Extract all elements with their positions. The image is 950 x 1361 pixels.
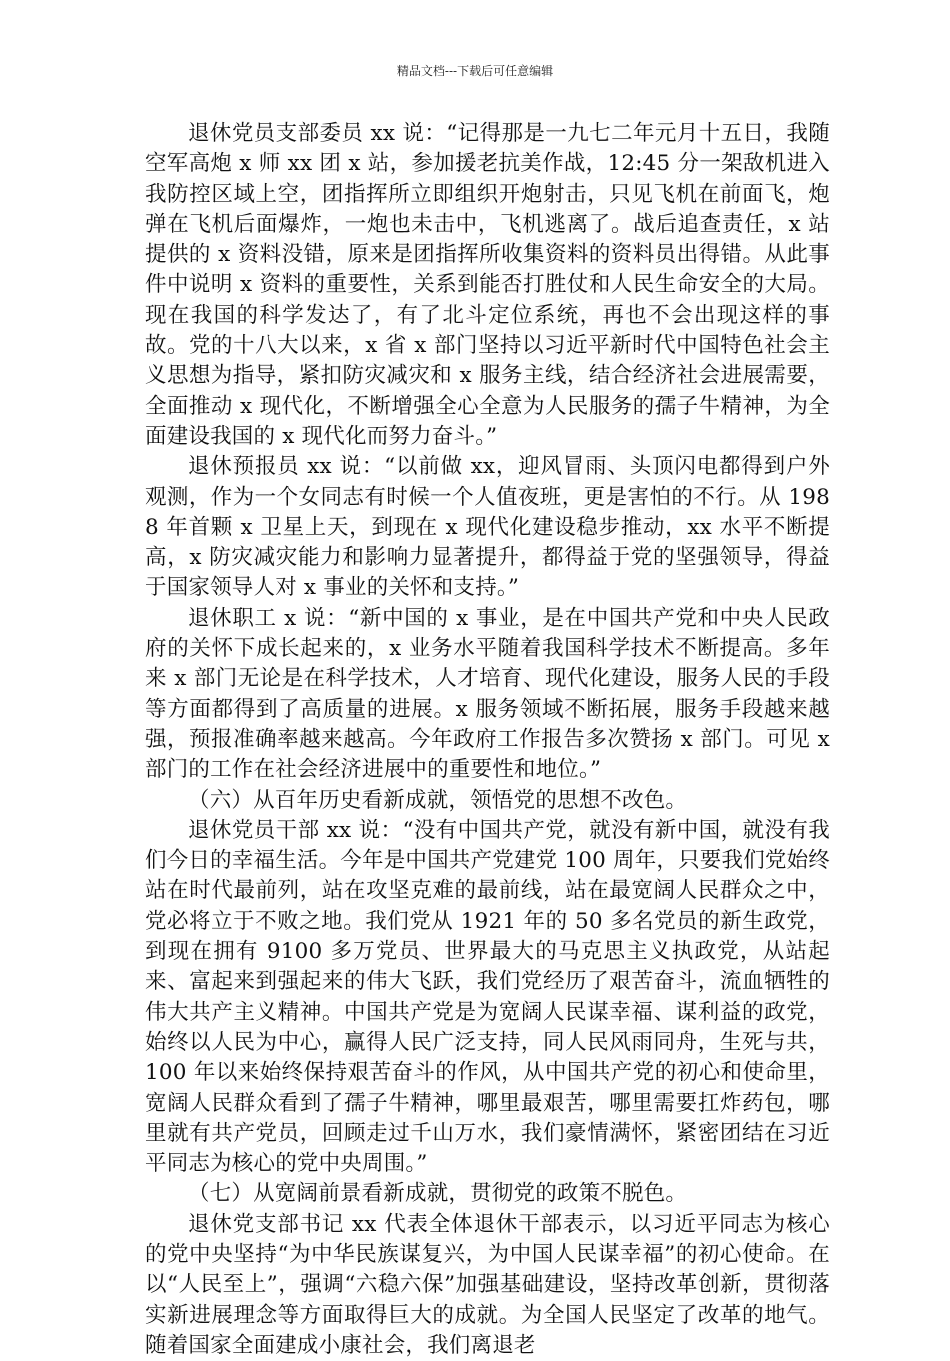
section-heading-seven: （七）从宽阔前景看新成就，贯彻党的政策不脱色。 — [188, 1181, 688, 1207]
paragraph-party-secretary: 退休党支部书记 xx 代表全体退休干部表示，以习近平同志为核心的党中央坚持“为中华民族谋复兴，为中国人民谋幸福”的初心使命。在以“人民至上”，强调“六稳六保”加强基础建设，坚持改革创新，贯彻落实新进展理念等方面取得巨大的成就。为全国人民坚定了改革的地气。随着国家全面建成小康社会，我们离退老 — [145, 1211, 830, 1358]
paragraph-party-committee-member: 退休党员支部委员 xx 说：“记得那是一九七二年元月十五日，我随空军高炮 x 师 xx 团 x 站，参加援老抗美作战，12:45 分一架敌机进入我防控区域上空，团指挥所立即组织开炮射击，只见飞机在前面飞，炮弹在飞机后面爆炸，一炮也未击中，飞机逃离了。战后追查责任，x 站提供的 x 资料没错，原来是团指挥所收集资料的资料员出得错。从此事件中说明 x 资料的重要性，关系到能否打胜仗和人民生命安全的大局。现在我国的科学发达了，有了北斗定位系统，再也不会出现这样的事故。党的十八大以来，x 省 x 部门坚持以习近平新时代中国特色社会主义思想为指导，紧扣防灾减灾和 x 服务主线，结合经济社会进展需要，全面推动 x 现代化，不断增强全心全意为人民服务的孺子牛精神，为全面建设我国的 x 现代化而努力奋斗。” — [145, 121, 830, 449]
paragraph-retired-cadre: 退休党员干部 xx 说：“没有中国共产党，就没有新中国，就没有我们今日的幸福生活。今年是中国共产党建党 100 周年，只要我们党始终站在时代最前列，站在攻坚克难的最前线，站在最宽阔人民群众之中，党必将立于不败之地。我们党从 1921 年的 50 多名党员的新生政党，到现在拥有 9100 多万党员、世界最大的马克思主义执政党，从站起来、富起来到强起来的伟大飞跃，我们党经历了艰苦奋斗，流血牺牲的伟大共产主义精神。中国共产党是为宽阔人民谋幸福、谋利益的政党，始终以人民为中心，赢得人民广泛支持，同人民风雨同舟，生死与共，100 年以来始终保持艰苦奋斗的作风，从中国共产党的初心和使命里，宽阔人民群众看到了孺子牛精神，哪里最艰苦，哪里需要扛炸药包，哪里就有共产党员，回顾走过千山万水，我们豪情满怀，紧密团结在习近平同志为核心的党中央周围。” — [145, 817, 831, 1177]
page-header: 精品文档---下载后可任意编辑 — [396, 64, 554, 78]
paragraph-retired-forecaster: 退休预报员 xx 说：“以前做 xx，迎风冒雨、头顶闪电都得到户外观测，作为一个女同志有时候一个人值夜班，更是害怕的不行。从 1988 年首颗 x 卫星上天，到现在 x 现代化建设稳步推动，xx 水平不断提高，x 防灾减灾能力和影响力显著提升，都得益于党的坚强领导，得益于国家领导人对 x 事业的关怀和支持。” — [145, 454, 830, 601]
paragraph-retired-worker: 退休职工 x 说：“新中国的 x 事业，是在中国共产党和中央人民政府的关怀下成长起来的，x 业务水平随着我国科学技术不断提高。多年来 x 部门无论是在科学技术，人才培育、现代化建设，服务人民的手段等方面都得到了高质量的进展。x 服务领域不断拓展，服务手段越来越强，预报准确率越来越高。今年政府工作报告多次赞扬 x 部门。可见 x 部门的工作在社会经济进展中的重要性和地位。” — [145, 605, 830, 783]
document-body — [145, 119, 830, 1361]
section-heading-six: （六）从百年历史看新成就，领悟党的思想不改色。 — [188, 787, 688, 813]
